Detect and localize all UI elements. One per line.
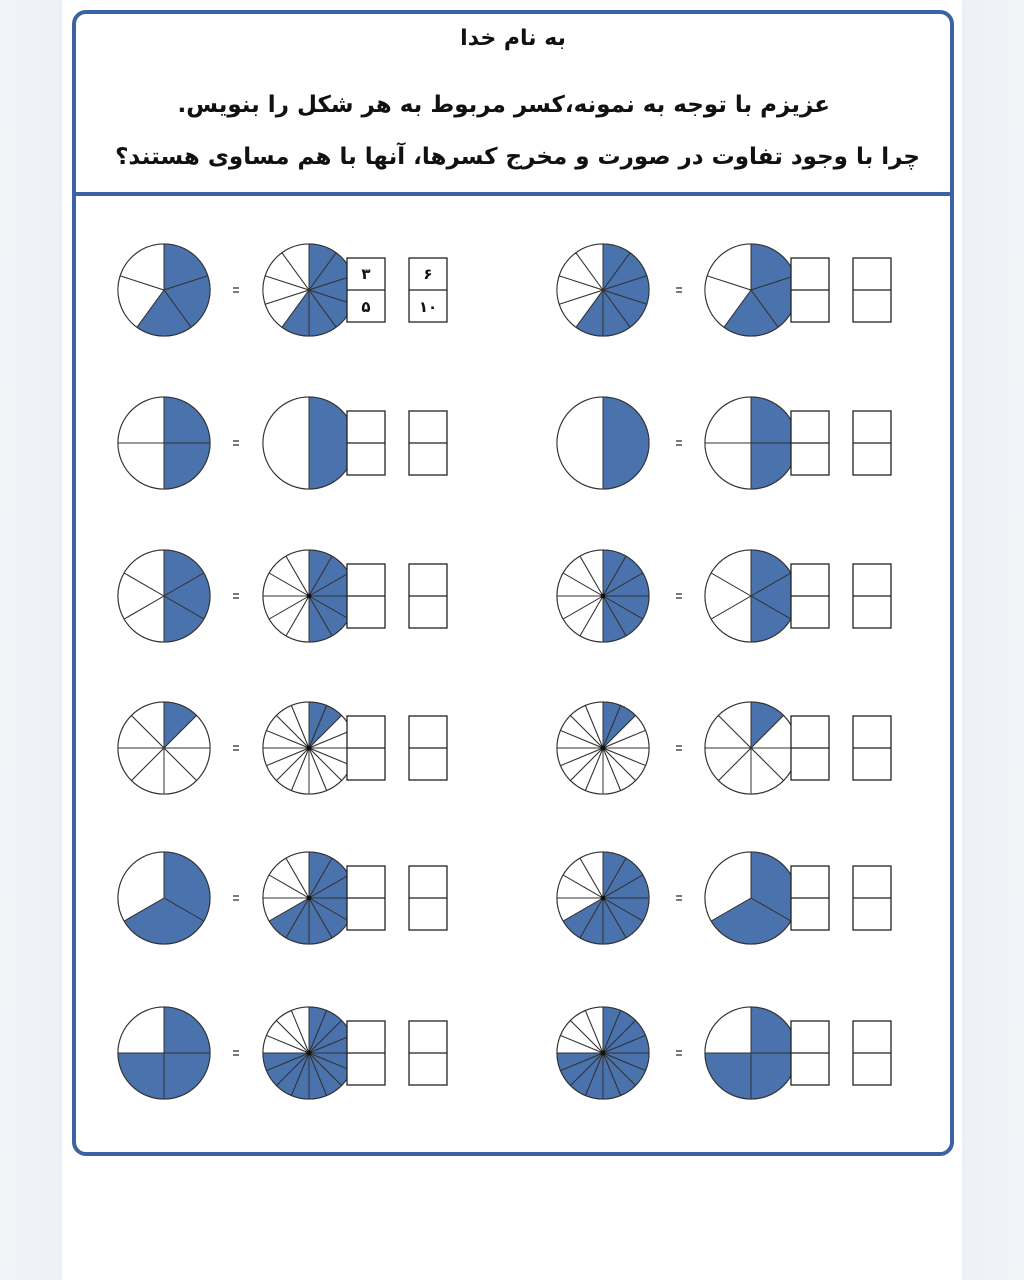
row-6-left-pie-equals: [233, 1051, 239, 1055]
row-2-left-pie-b: [263, 397, 355, 489]
row-6-left-pie-a-slice-2: [164, 1053, 210, 1099]
row-3-right-pie-equals: [676, 594, 682, 598]
row-6-left-answer-box-a[interactable]: [347, 1021, 385, 1085]
row-1-left-pie-a: [118, 244, 210, 336]
row-4-left-pie-equals: [233, 746, 239, 750]
row-6-right-pie-b-slice-4: [705, 1007, 751, 1053]
row-2-left-answer-box-b[interactable]: [409, 411, 447, 475]
row-6-right-pie-b-slice-3: [705, 1053, 751, 1099]
row-1-left-answer-box-a-numerator[interactable]: ۳: [361, 265, 371, 283]
row-1-left-answer-box-b-denominator[interactable]: ۱۰: [418, 298, 438, 316]
row-1-left-pie-b: [263, 244, 355, 336]
row-1-left-answer-box-b-numerator[interactable]: ۶: [423, 265, 433, 283]
row-4-right-pie-a: [557, 702, 649, 794]
row-2-right-answer-box-b[interactable]: [853, 411, 891, 475]
row-5-right-pie-equals: [676, 896, 682, 900]
row-2-left-pie-a: [118, 397, 210, 489]
row-6-right-pie-b-slice-1: [751, 1007, 797, 1053]
row-3-right-pie-a: [557, 550, 649, 642]
row-6-left-pie-b: [263, 1007, 355, 1099]
row-1-right-answer-box-a[interactable]: [791, 258, 829, 322]
worksheet-title: به نام خدا: [460, 26, 566, 51]
row-1-left-answer-box-a[interactable]: [347, 258, 385, 322]
row-5-right-pie-a-center-dot: [601, 896, 606, 901]
row-4-left-answer-box-b[interactable]: [409, 716, 447, 780]
row-1-right-answer-box-b[interactable]: [853, 258, 891, 322]
row-3-right-pie-b: [705, 550, 797, 642]
row-4-right-answer-box-b[interactable]: [853, 716, 891, 780]
row-5-left-pie-a: [118, 852, 210, 944]
row-4-right-answer-box-a[interactable]: [791, 716, 829, 780]
row-2-right-pie-equals: [676, 441, 682, 445]
row-5-right-answer-box-a[interactable]: [791, 866, 829, 930]
row-3-right-answer-box-a[interactable]: [791, 564, 829, 628]
row-3-left-pie-equals: [233, 594, 239, 598]
row-3-right-answer-box-b[interactable]: [853, 564, 891, 628]
row-6-right-pie-b: [705, 1007, 797, 1099]
row-6-right-pie-a: [557, 1007, 649, 1099]
row-6-left-pie-b-center-dot: [307, 1051, 312, 1056]
row-2-left-pie-a-slice-1: [164, 397, 210, 443]
row-6-right-pie-b-slice-2: [751, 1053, 797, 1099]
instruction-line-2: چرا با وجود تفاوت در صورت و مخرج کسرها، آنها با هم مساوی هستند؟: [115, 144, 920, 170]
row-4-left-pie-a: [118, 702, 210, 794]
row-3-right-pie-a-center-dot: [601, 594, 606, 599]
row-6-right-answer-box-a[interactable]: [791, 1021, 829, 1085]
row-5-left-pie-equals: [233, 896, 239, 900]
row-6-right-answer-box-b[interactable]: [853, 1021, 891, 1085]
row-2-left-pie-a-slice-3: [118, 443, 164, 489]
row-5-right-answer-box-b[interactable]: [853, 866, 891, 930]
row-1-left-answer-box-a-denominator[interactable]: ۵: [361, 298, 371, 316]
row-5-left-pie-b-center-dot: [307, 896, 312, 901]
row-4-right-pie-b: [705, 702, 797, 794]
row-2-left-pie-equals: [233, 441, 239, 445]
row-6-left-pie-a-slice-3: [118, 1053, 164, 1099]
row-4-right-pie-equals: [676, 746, 682, 750]
row-2-right-pie-a-slice-2: [557, 397, 603, 489]
row-1-right-pie-a: [557, 244, 649, 336]
row-2-right-pie-a-slice-1: [603, 397, 649, 489]
row-2-left-pie-a-slice-4: [118, 397, 164, 443]
row-2-left-pie-b-slice-2: [263, 397, 309, 489]
row-2-right-pie-b: [705, 397, 797, 489]
row-3-left-pie-b: [263, 550, 355, 642]
row-4-left-pie-b: [263, 702, 355, 794]
row-1-right-pie-b: [705, 244, 797, 336]
row-5-right-pie-b: [705, 852, 797, 944]
row-2-right-pie-b-slice-4: [705, 397, 751, 443]
row-6-left-pie-a-slice-1: [164, 1007, 210, 1053]
row-5-right-pie-a: [557, 852, 649, 944]
row-3-left-pie-a: [118, 550, 210, 642]
row-2-right-answer-box-a[interactable]: [791, 411, 829, 475]
row-1-left-answer-box-b[interactable]: [409, 258, 447, 322]
row-6-left-pie-a: [118, 1007, 210, 1099]
row-4-left-pie-b-center-dot: [307, 746, 312, 751]
row-6-left-answer-box-b[interactable]: [409, 1021, 447, 1085]
row-2-left-pie-a-slice-2: [164, 443, 210, 489]
row-6-right-pie-equals: [676, 1051, 682, 1055]
row-3-left-answer-box-a[interactable]: [347, 564, 385, 628]
row-5-left-answer-box-a[interactable]: [347, 866, 385, 930]
row-1-right-pie-equals: [676, 288, 682, 292]
instruction-line-1: عزیزم با توجه به نمونه،کسر مربوط به هر شکل را بنویس.: [177, 92, 830, 118]
row-2-left-answer-box-a[interactable]: [347, 411, 385, 475]
row-4-right-pie-a-center-dot: [601, 746, 606, 751]
row-2-right-pie-b-slice-1: [751, 397, 797, 443]
row-4-left-answer-box-a[interactable]: [347, 716, 385, 780]
row-1-left-pie-equals: [233, 288, 239, 292]
row-2-right-pie-b-slice-2: [751, 443, 797, 489]
row-3-left-answer-box-b[interactable]: [409, 564, 447, 628]
row-2-right-pie-a: [557, 397, 649, 489]
row-6-left-pie-a-slice-4: [118, 1007, 164, 1053]
row-2-right-pie-b-slice-3: [705, 443, 751, 489]
row-5-left-answer-box-b[interactable]: [409, 866, 447, 930]
row-6-right-pie-a-center-dot: [601, 1051, 606, 1056]
row-5-left-pie-b: [263, 852, 355, 944]
row-3-left-pie-b-center-dot: [307, 594, 312, 599]
